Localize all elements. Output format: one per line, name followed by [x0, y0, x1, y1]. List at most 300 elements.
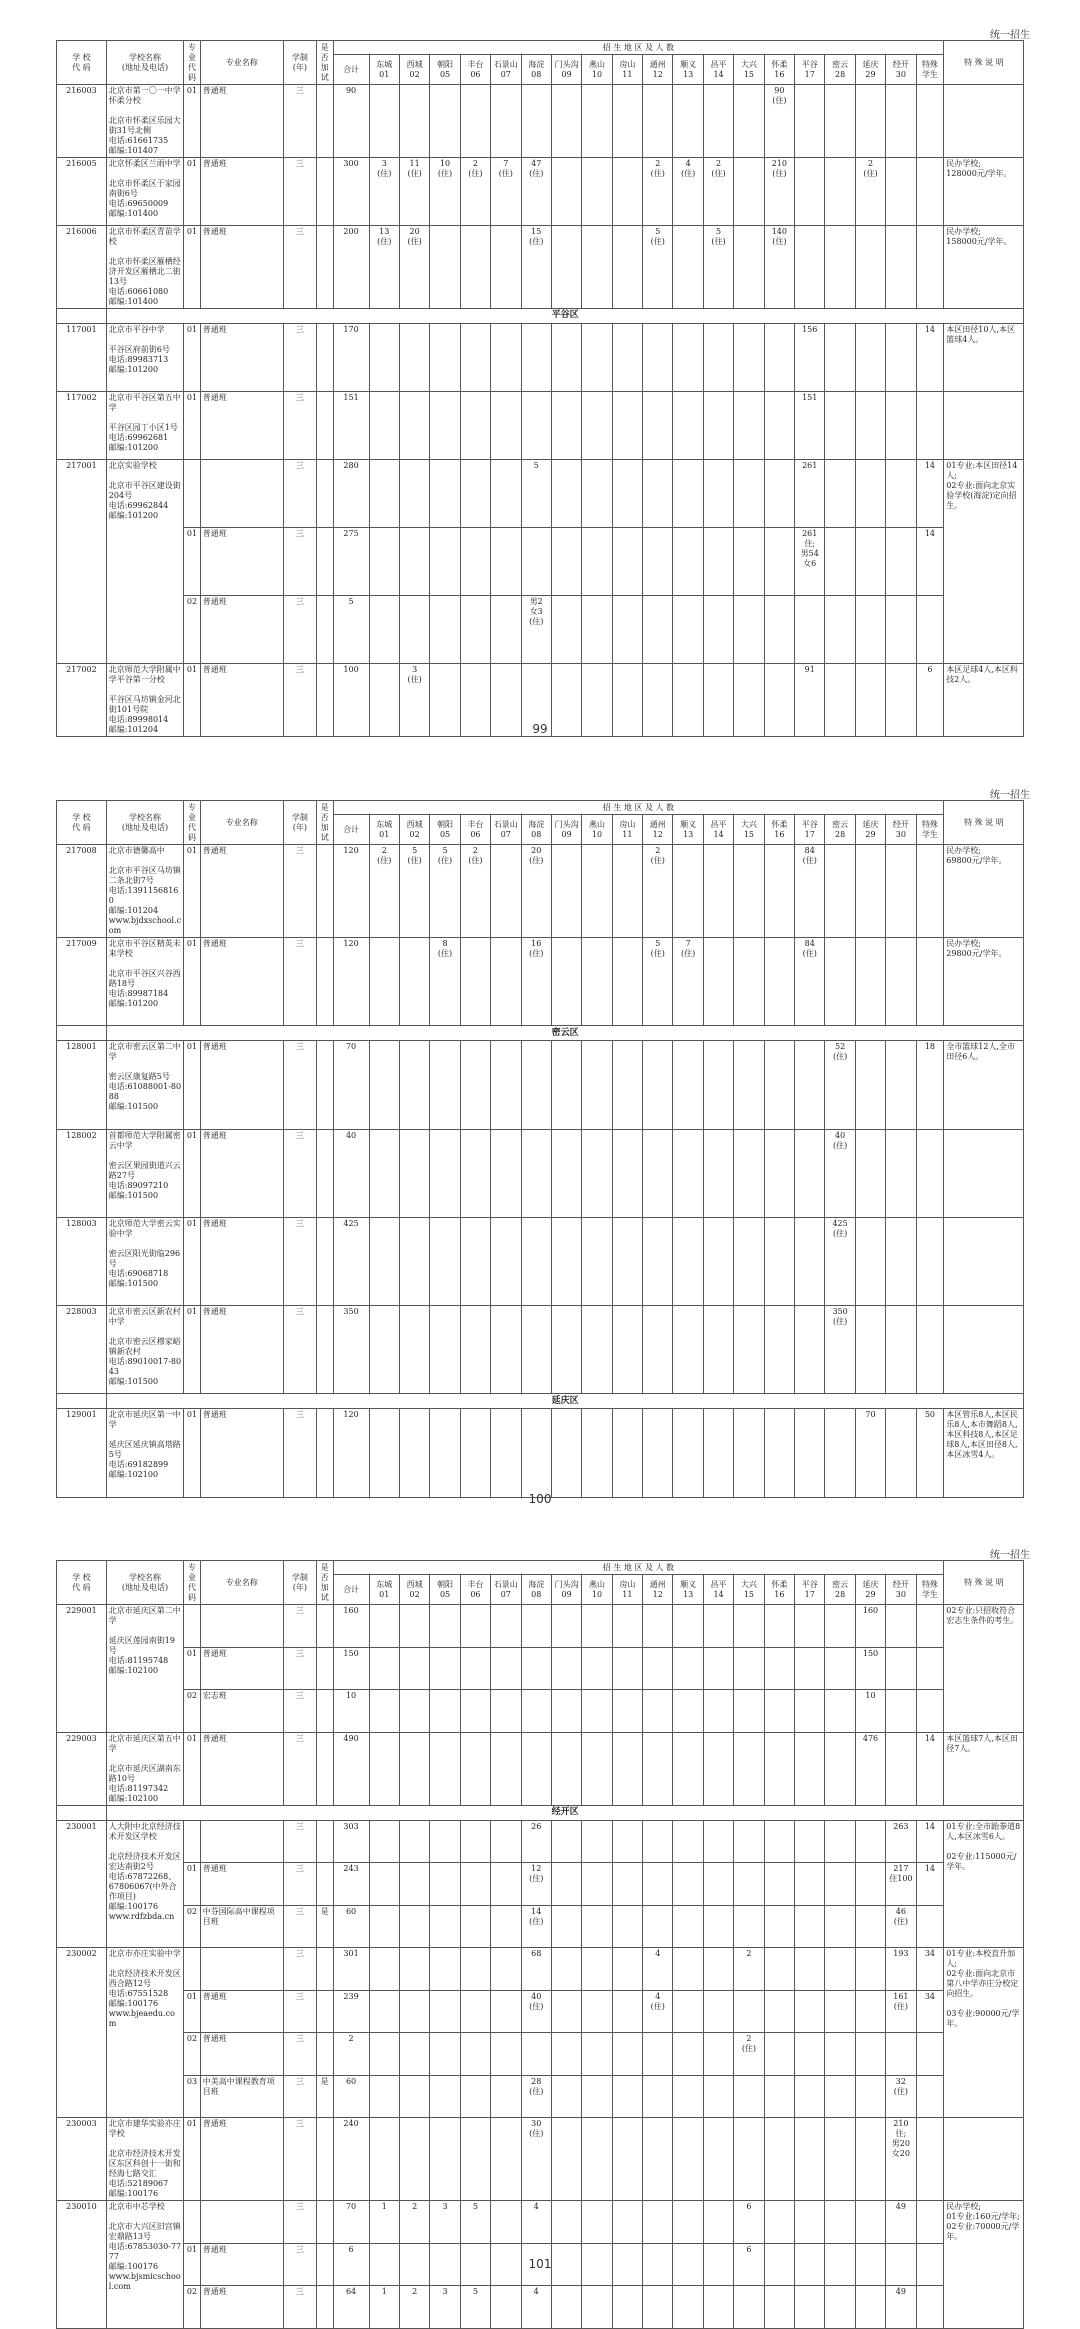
additional-test	[316, 596, 333, 664]
district-count: 12 (住)	[521, 1863, 551, 1906]
district-count	[551, 1605, 581, 1648]
district-count	[734, 460, 764, 528]
district-count: 30 (住)	[521, 2118, 551, 2201]
district-count	[399, 460, 429, 528]
district-count	[582, 528, 612, 596]
district-count	[430, 226, 460, 309]
duration: 三	[283, 2243, 316, 2286]
district-count	[491, 460, 521, 528]
total-count: 2	[333, 2033, 369, 2076]
district-count	[582, 324, 612, 392]
major-code: 01	[184, 1217, 201, 1305]
district-count: 5	[521, 460, 551, 528]
district-count	[886, 1732, 916, 1805]
header-district: 延庆 29	[855, 55, 885, 85]
duration: 三	[283, 1863, 316, 1906]
district-count	[855, 2075, 885, 2118]
school-code: 129001	[57, 1409, 107, 1497]
page-number: 99	[532, 722, 548, 736]
district-count	[855, 324, 885, 392]
district-count	[430, 1820, 460, 1863]
district-count	[795, 1948, 825, 1991]
district-count	[673, 596, 703, 664]
district-count	[582, 85, 612, 158]
school-name-address: 北京实验学校 北京市平谷区建设街204号 电话:69962844 邮编:101200	[106, 460, 183, 664]
major-name: 普通班	[200, 1990, 283, 2033]
district-count	[551, 85, 581, 158]
district-count	[612, 845, 642, 938]
district-count	[582, 1905, 612, 1948]
district-count	[825, 1605, 855, 1648]
header-district: 门头沟 09	[551, 815, 581, 845]
duration: 三	[283, 2118, 316, 2201]
district-count	[764, 1409, 794, 1497]
district-count	[734, 158, 764, 226]
district-count	[825, 226, 855, 309]
district-count	[886, 1690, 916, 1733]
district-count	[673, 845, 703, 938]
major-name: 普通班	[200, 2118, 283, 2201]
major-name: 普通班	[200, 1041, 283, 1129]
major-code	[184, 1820, 201, 1863]
district-count	[551, 1990, 581, 2033]
district-count	[399, 1605, 429, 1648]
district-count: 14	[916, 460, 944, 528]
district-count	[399, 1948, 429, 1991]
district-count	[764, 2033, 794, 2076]
major-name: 普通班	[200, 1863, 283, 1906]
district-count	[612, 1820, 642, 1863]
district-count	[734, 1306, 764, 1394]
total-count: 60	[333, 1905, 369, 1948]
major-name: 普通班	[200, 1647, 283, 1690]
major-code: 01	[184, 324, 201, 392]
district-count	[764, 2286, 794, 2329]
district-count	[703, 938, 733, 1026]
header-notes: 特 殊 说 明	[944, 801, 1024, 845]
district-count	[916, 2075, 944, 2118]
header-district: 燕山 10	[582, 1575, 612, 1605]
district-count	[643, 2286, 673, 2329]
school-name-address: 北京市密云区第二中学 密云区康复路5号 电话:61088001-8088 邮编:101500	[106, 1041, 183, 1129]
district-count	[612, 392, 642, 460]
district-count	[795, 1041, 825, 1129]
district-count	[430, 1990, 460, 2033]
additional-test	[316, 2033, 333, 2076]
header-total: 合计	[333, 815, 369, 845]
school-name-address: 北京市德馨高中 北京市平谷区马坊镇二条北街7号 电话:13911568160 邮编:101204 www.bjdxschool.com	[106, 845, 183, 938]
special-notes: 本区田径10人,本区篮球4人。	[944, 324, 1024, 392]
school-code: 216006	[57, 226, 107, 309]
district-count	[734, 85, 764, 158]
duration: 三	[283, 2033, 316, 2076]
header-district: 朝阳 05	[430, 1575, 460, 1605]
district-count	[491, 85, 521, 158]
district-count	[582, 392, 612, 460]
district-count: 10 (住)	[430, 158, 460, 226]
additional-test	[316, 1863, 333, 1906]
school-code: 117001	[57, 324, 107, 392]
duration: 三	[283, 1905, 316, 1948]
district-count	[643, 1905, 673, 1948]
additional-test	[316, 158, 333, 226]
table-row	[57, 1306, 1024, 1394]
additional-test	[316, 324, 333, 392]
district-count	[369, 1990, 399, 2033]
district-count: 425 (住)	[825, 1217, 855, 1305]
district-count	[886, 845, 916, 938]
district-count: 11 (住)	[399, 158, 429, 226]
district-count	[399, 1647, 429, 1690]
header-district: 门头沟 09	[551, 1575, 581, 1605]
header-district: 石景山 07	[491, 815, 521, 845]
district-count	[886, 1129, 916, 1217]
district-count	[612, 1690, 642, 1733]
additional-test	[316, 1690, 333, 1733]
major-code: 01	[184, 1990, 201, 2033]
district-count	[460, 1690, 490, 1733]
school-name-address: 北京市怀柔区青苗学校 北京市怀柔区雁栖经济开发区雁栖北二街13号 电话:60661080 邮编:101400	[106, 226, 183, 309]
district-count	[582, 2075, 612, 2118]
corner-note: 统一招生	[990, 790, 1030, 801]
district-count	[764, 1647, 794, 1690]
duration: 三	[283, 1605, 316, 1648]
district-count	[855, 528, 885, 596]
special-notes: 本区管乐8人,本区民乐8人,本市舞蹈8人,本区科技8人,本区足球8人,本区田径8人,本区冰雪4人。	[944, 1409, 1024, 1497]
district-count	[795, 1217, 825, 1305]
major-name: 普通班	[200, 1732, 283, 1805]
district-count	[764, 1863, 794, 1906]
district-count	[795, 2118, 825, 2201]
header-district: 特殊 学生	[916, 55, 944, 85]
district-count	[703, 1306, 733, 1394]
district-count	[703, 460, 733, 528]
header-additional-test: 是否加试	[316, 1561, 333, 1605]
district-count	[551, 1041, 581, 1129]
header-region-title: 招 生 地 区 及 人 数	[333, 801, 944, 815]
district-count	[825, 158, 855, 226]
district-count	[673, 460, 703, 528]
district-count	[673, 226, 703, 309]
major-name: 普通班	[200, 528, 283, 596]
total-count: 90	[333, 85, 369, 158]
district-count	[399, 1690, 429, 1733]
district-count	[855, 596, 885, 664]
district-count	[886, 1409, 916, 1497]
table-row	[57, 528, 1024, 596]
district-count	[795, 2075, 825, 2118]
district-count	[764, 845, 794, 938]
header-district: 经开 30	[886, 1575, 916, 1605]
header-district: 房山 11	[612, 1575, 642, 1605]
total-count: 120	[333, 845, 369, 938]
district-count	[460, 85, 490, 158]
table-row	[57, 1217, 1024, 1305]
district-count	[916, 2286, 944, 2329]
district-count: 2 (住)	[855, 158, 885, 226]
header-district: 顺义 13	[673, 815, 703, 845]
total-count: 70	[333, 1041, 369, 1129]
district-count	[855, 1863, 885, 1906]
district-count	[643, 2075, 673, 2118]
district-count: 2 (住)	[460, 845, 490, 938]
district-count	[369, 392, 399, 460]
additional-test	[316, 1948, 333, 1991]
district-count	[673, 2033, 703, 2076]
district-count	[460, 1990, 490, 2033]
district-count	[795, 1306, 825, 1394]
total-count: 239	[333, 1990, 369, 2033]
district-count	[551, 2033, 581, 2076]
additional-test	[316, 1306, 333, 1394]
district-count	[551, 1732, 581, 1805]
district-count	[825, 85, 855, 158]
district-count	[703, 1863, 733, 1906]
district-count	[460, 1041, 490, 1129]
district-count	[491, 1820, 521, 1863]
additional-test	[316, 226, 333, 309]
district-count	[582, 2033, 612, 2076]
enrollment-table-page-99	[56, 40, 1024, 737]
district-count	[551, 1820, 581, 1863]
district-count	[795, 1129, 825, 1217]
district-count: 2	[399, 2286, 429, 2329]
district-count	[369, 1948, 399, 1991]
district-count	[886, 2033, 916, 2076]
district-count	[703, 845, 733, 938]
table-row	[57, 1690, 1024, 1733]
district-count: 26	[521, 1820, 551, 1863]
total-count: 100	[333, 664, 369, 737]
district-count: 6	[734, 2243, 764, 2286]
header-region-title: 招 生 地 区 及 人 数	[333, 1561, 944, 1575]
district-count	[643, 1863, 673, 1906]
district-count	[491, 226, 521, 309]
district-count	[460, 2118, 490, 2201]
district-count	[491, 324, 521, 392]
district-count	[643, 2201, 673, 2244]
school-name-address: 北京市密云区新农村中学 北京市密云区穆家峪镇新农村 电话:89010017-8043 邮编:101500	[106, 1306, 183, 1394]
district-count	[399, 1905, 429, 1948]
special-notes: 民办学校; 69800元/学年。	[944, 845, 1024, 938]
district-count	[795, 1732, 825, 1805]
special-notes	[944, 392, 1024, 460]
district-count: 6	[734, 2201, 764, 2244]
district-count	[886, 528, 916, 596]
duration: 三	[283, 460, 316, 528]
district-count	[764, 392, 794, 460]
district-count	[703, 85, 733, 158]
district-count	[734, 324, 764, 392]
district-count	[886, 596, 916, 664]
district-count	[734, 2075, 764, 2118]
district-count: 40 (住)	[825, 1129, 855, 1217]
district-count	[369, 2118, 399, 2201]
duration: 三	[283, 226, 316, 309]
district-count	[825, 2033, 855, 2076]
district-count: 2 (住)	[703, 158, 733, 226]
major-code: 01	[184, 226, 201, 309]
district-count	[734, 1690, 764, 1733]
district-count: 1	[369, 2201, 399, 2244]
table-row	[57, 1409, 1024, 1497]
school-code: 230010	[57, 2201, 107, 2329]
special-notes: 本区篮球7人,本区田径7人。	[944, 1732, 1024, 1805]
district-count	[491, 845, 521, 938]
district-count	[399, 1863, 429, 1906]
header-district: 延庆 29	[855, 815, 885, 845]
district-count	[369, 1732, 399, 1805]
additional-test	[316, 528, 333, 596]
major-code: 01	[184, 1409, 201, 1497]
header-total: 合计	[333, 55, 369, 85]
school-code: 216005	[57, 158, 107, 226]
district-count: 16 (住)	[521, 938, 551, 1026]
school-name-address: 人大附中北京经济技术开发区学校 北京经济技术开发区宏达南街2号 电话:67872268、67806067(中外合作项目) 邮编:100176 www.rdfzbda.cn	[106, 1820, 183, 1948]
district-count	[886, 938, 916, 1026]
district-count	[551, 938, 581, 1026]
header-district: 东城 01	[369, 1575, 399, 1605]
district-count	[916, 1306, 944, 1394]
district-count	[612, 1990, 642, 2033]
district-count	[521, 1041, 551, 1129]
district-count	[703, 1948, 733, 1991]
district-count	[521, 1129, 551, 1217]
duration: 三	[283, 1820, 316, 1863]
major-code: 01	[184, 2118, 201, 2201]
school-code: 117002	[57, 392, 107, 460]
additional-test	[316, 2118, 333, 2201]
district-count: 5 (住)	[430, 845, 460, 938]
district-count: 4 (住)	[673, 158, 703, 226]
district-count	[551, 324, 581, 392]
district-count	[491, 1217, 521, 1305]
header-school-code: 学 校 代 码	[57, 1561, 107, 1605]
district-count: 2 (住)	[460, 158, 490, 226]
school-code: 230002	[57, 1948, 107, 2118]
district-count	[734, 1732, 764, 1805]
district-blank	[57, 309, 107, 324]
district-count: 90 (住)	[764, 85, 794, 158]
district-count	[795, 226, 825, 309]
district-count	[521, 392, 551, 460]
district-label: 平谷区	[106, 309, 1024, 324]
major-code: 01	[184, 1732, 201, 1805]
district-count	[734, 1990, 764, 2033]
district-count	[855, 392, 885, 460]
district-count	[460, 1948, 490, 1991]
header-district: 密云 28	[825, 815, 855, 845]
district-count	[886, 1041, 916, 1129]
district-count	[612, 2201, 642, 2244]
district-count	[825, 596, 855, 664]
header-district: 特殊 学生	[916, 815, 944, 845]
district-row	[57, 1394, 1024, 1409]
district-count	[582, 1647, 612, 1690]
district-count	[673, 1990, 703, 2033]
district-count	[825, 1409, 855, 1497]
header-district: 顺义 13	[673, 1575, 703, 1605]
header-school-name: 学校名称 (地址及电话)	[106, 801, 183, 845]
duration: 三	[283, 938, 316, 1026]
district-count	[612, 1905, 642, 1948]
additional-test	[316, 845, 333, 938]
district-count	[734, 2118, 764, 2201]
district-count	[825, 1732, 855, 1805]
district-count	[734, 845, 764, 938]
district-count	[764, 1605, 794, 1648]
table-row	[57, 1863, 1024, 1906]
school-name-address: 北京市中芯学校 北京市大兴区旧宫镇宏鼎路13号 电话:67853030-7777 邮编:100176 www.bjsmicschool.com	[106, 2201, 183, 2329]
header-district: 密云 28	[825, 55, 855, 85]
district-count	[551, 392, 581, 460]
district-row	[57, 309, 1024, 324]
district-count	[369, 324, 399, 392]
table-row	[57, 596, 1024, 664]
district-count	[430, 1306, 460, 1394]
header-district: 昌平 14	[703, 1575, 733, 1605]
total-count: 301	[333, 1948, 369, 1991]
duration: 三	[283, 2201, 316, 2244]
district-count	[734, 1905, 764, 1948]
table-row	[57, 2286, 1024, 2329]
total-count: 60	[333, 2075, 369, 2118]
table-row	[57, 2201, 1024, 2244]
district-count	[825, 2075, 855, 2118]
major-code: 01	[184, 85, 201, 158]
district-count	[460, 528, 490, 596]
district-count	[491, 1041, 521, 1129]
district-count	[582, 938, 612, 1026]
header-district: 燕山 10	[582, 55, 612, 85]
district-count	[703, 1732, 733, 1805]
district-count	[551, 1647, 581, 1690]
district-count	[734, 1605, 764, 1648]
district-count	[582, 1129, 612, 1217]
district-count	[430, 1647, 460, 1690]
major-name: 普通班	[200, 938, 283, 1026]
district-count: 193	[886, 1948, 916, 1991]
district-count	[460, 226, 490, 309]
district-count	[582, 1863, 612, 1906]
major-name: 普通班	[200, 2033, 283, 2076]
header-district: 经开 30	[886, 55, 916, 85]
district-count: 7 (住)	[673, 938, 703, 1026]
table-row	[57, 158, 1024, 226]
district-count	[825, 392, 855, 460]
district-count	[734, 226, 764, 309]
district-count	[643, 1732, 673, 1805]
major-code: 01	[184, 938, 201, 1026]
header-district: 怀柔 16	[764, 55, 794, 85]
additional-test	[316, 1217, 333, 1305]
duration: 三	[283, 596, 316, 664]
district-count	[916, 392, 944, 460]
district-count: 2	[734, 1948, 764, 1991]
district-count	[825, 2118, 855, 2201]
district-count	[551, 1306, 581, 1394]
district-count	[460, 1605, 490, 1648]
district-count: 5 (住)	[399, 845, 429, 938]
special-notes: 01专业:本区田径14人; 02专业:面向北京实验学校(海淀)定向招生。	[944, 460, 1024, 664]
district-count	[764, 1905, 794, 1948]
major-name: 普通班	[200, 226, 283, 309]
district-count	[491, 2286, 521, 2329]
district-count	[612, 158, 642, 226]
district-count	[643, 1409, 673, 1497]
district-count	[703, 1690, 733, 1733]
district-count	[612, 1948, 642, 1991]
